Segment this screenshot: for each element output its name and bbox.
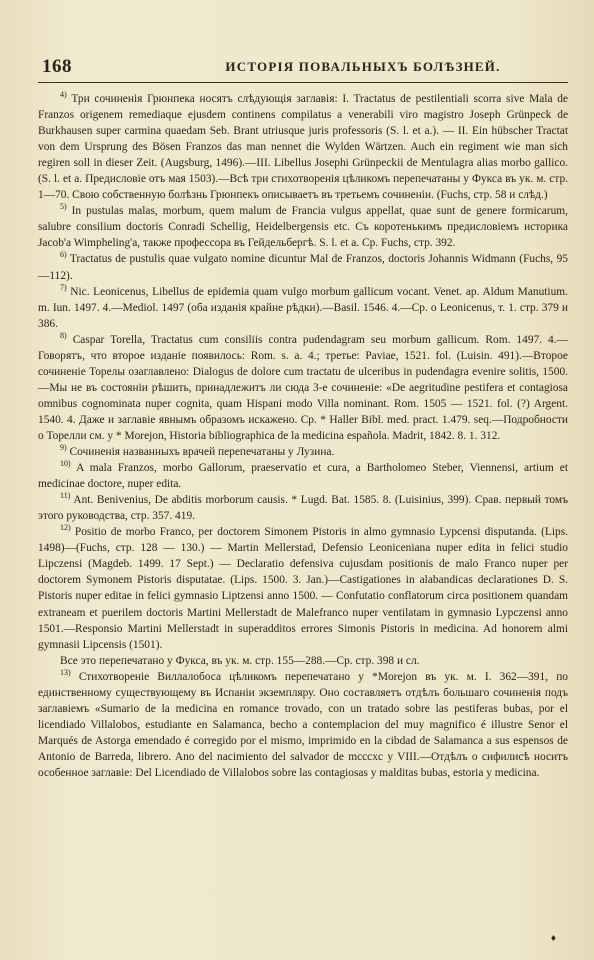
footnote-text: Tractatus de pustulis quae vulgato nomine dicuntur Mal de Franzos, doctoris Johannis Widmann (Fuchs, 95—112). xyxy=(38,253,568,282)
footnote-text: Все это перепечатано у Фукса, въ ук. м. стр. 155—288.—Ср. стр. 398 и сл. xyxy=(60,654,420,667)
footnote-text: Три сочиненія Грюнпека носятъ слѣдующія заглавія: I. Tractatus de pestilentiali scorra sive Mala de Franzos origenem remediaque ejusdem continens compilatus a venerabili viro magistro Joseph Grünpeck de Burkhausen super carmina quaedam Seb. Brant utriusque juris professoris (S. l. et a.). — II. Ein hübscher Tractat von dem Ursprung des Bösen Franzos das man nennet die Wylden Wärtzen. Auch ein regiment wie man sich regiren soll in dieser Zeit. (Augsburg, 1496).—III. Libellus Josephi Grünpeckii de Mentulagra alias morbo gallico. (S. l. et a. Предисловіе отъ мая 1503).—Всѣ три стихотворенія цѣликомъ перепечатаны у Фукса въ ук. м. стр. 1—70. Свою собственную болѣзнь Грюнпекъ описываетъ въ третьемъ сочиненіи. (Fuchs, стр. 58 и слѣд.) xyxy=(38,93,568,202)
footnote-text: Caspar Torella, Tractatus cum consiliis contra pudendagram seu morbum gallicum. Rom. 1497. 4.—Говорятъ, что второе изданіе появилось: Rom. s. a. 4.; третье: Paviae, 1521. fol. (Luisin. 491).—Второе сочиненіе Торелы озаглавлено: Dialogus de dolore cum tractatu de ulceribus in pudendagra evenire solitis, 1500.—Мы не въ состояніи рѣшить, принадлежитъ ли сюда 3-е сочиненіе: «De aegritudine pestifera et contagiosa omnibus cognominata nuper cognita, quam Hispani modo Villa nominant. Rom. 1505 — 1521. fol. (?) Argent. 1540. 4. Даже и заглавіе явнымъ образомъ искажено. Ср. * Haller Bibl. med. pract. 1.479. seq.—Подробности о Торелли см. у * Morejon, Historia bibliographica de la medicina española. Madrit, 1842. 8. 1. 312. xyxy=(38,333,568,442)
bottom-ornament: ♦ xyxy=(550,933,556,944)
footnote-marker: 7) xyxy=(60,282,67,292)
footnote xyxy=(38,284,568,332)
footnote-text: In pustulas malas, morbum, quem malum de Francia vulgus appellat, quae sunt de genere formicarum, salubre consilium doctoris Conradi Schellig, Heidelbergensis etc. Съ коротенькимъ предисловіемъ историка Jacob'a Wimpheling'a, также профессора въ Гейдельбергѣ. S. l. et a. Ср. Fuchs, стр. 392. xyxy=(38,205,568,250)
footnote-marker: 10) xyxy=(60,459,71,469)
footnote xyxy=(38,203,568,251)
footnote xyxy=(38,444,568,460)
footnote-text: Стихотвореніе Виллалобоса цѣликомъ перепечатано у *Morejon въ ук. м. I. 362—391, по единственному существующему въ Испаніи экземпляру. Оно составляетъ отдѣлъ большаго сочиненія подъ заглавіемъ «Sumario de la medicina en romance trovado, con un tratado sobre las pestiferas bubas, por el licendiado Villalobos, estudiante en Salamanca, becho a contemplacion del muy magnifico é illustre Senor el Marqués de Astorga emendado é corregido por el mismo, imprimido en la cibdad de Salamanca a sus espensos de Antonio de Barreda, librero. Ano del nacimiento del salvador de mcccxc y VIII.—Отдѣлъ о сифилисѣ носитъ особенное заглавіе: Del Licendiado de Villalobos sobre las contagiosas y malditas bubas, estoria y medicina. xyxy=(38,670,568,779)
footnote-text: Сочиненія названныхъ врачей перепечатаны у Лузина. xyxy=(69,446,335,459)
footnote xyxy=(38,653,568,669)
footnotes-block xyxy=(38,91,568,781)
footnote-marker: 13) xyxy=(60,667,71,677)
footnote xyxy=(38,91,568,203)
page-header xyxy=(38,52,568,83)
footnote-marker: 9) xyxy=(60,443,67,453)
footnote-marker: 12) xyxy=(60,523,71,533)
footnote xyxy=(38,460,568,492)
footnote-text: A mala Franzos, morbo Gallorum, praeservatio et cura, a Bartholomeo Steber, Viennensi, artium et medicinae doctore, nuper edita. xyxy=(38,462,568,491)
footnote xyxy=(38,524,568,652)
footnote xyxy=(38,492,568,524)
footnote-text: Ant. Benivenius, De abditis morborum causis. * Lugd. Bat. 1585. 8. (Luisinius, 399). Срав. первый томъ этого руководства, стр. 357. 419. xyxy=(38,494,569,523)
running-title: ИСТОРІЯ ПОВАЛЬНЫХЪ БОЛѢЗНЕЙ. xyxy=(225,59,501,74)
footnote-text: Positio de morbo Franco, per doctorem Simonem Pistoris in almo gymnasio Lypcensi disputanda. (Lips. 1498)—(Fuchs, стр. 128 — 130.) — Martin Mellerstad, Defensio Leoniceniana nuper edita in felici studio Lipczensi (Magdeb. 1499. 17 Sept.) — Declaratio defensiva cujusdam positionis de malo Franco nuper per doctorem Symonem Pistoris disputatae. (Lips. 1500. 3. Jan.)—Castigationes in alabandicas declarationes D. S. Pistoris nuper editae in felici gymnasio Liptzensi anno 1500. — Confutatio conflatorum circa positionem quandam extraneam et puerilem doctoris Martini Mellerstadt de Malefranco nuper ventilatam in gymnasio Lypczensi anno 1501.—Responsio Martini Mellerstadt in superadditos errores Simonis Pistoris in medicina. Ad honorem almi gymnasii Lipcensis (1501). xyxy=(38,526,568,651)
footnote-marker: 6) xyxy=(60,250,67,260)
footnote xyxy=(38,251,568,283)
footnote-marker: 8) xyxy=(60,330,67,340)
footnote-marker: 4) xyxy=(60,90,67,100)
footnote-marker: 11) xyxy=(60,491,71,501)
footnote xyxy=(38,332,568,444)
footnote-marker: 5) xyxy=(60,202,67,212)
page-number: 168 xyxy=(42,56,72,77)
footnote-text: Nic. Leonicenus, Libellus de epidemia quam vulgo morbum gallicum vocant. Venet. ap. Aldum Manutium. m. Iun. 1497. 4.—Mediol. 1497 (оба изданія крайне рѣдки).—Basil. 1546. 4.—Ср. о Leonicenus, т. 1. стр. 379 и 386. xyxy=(38,285,568,330)
footnote xyxy=(38,669,568,781)
